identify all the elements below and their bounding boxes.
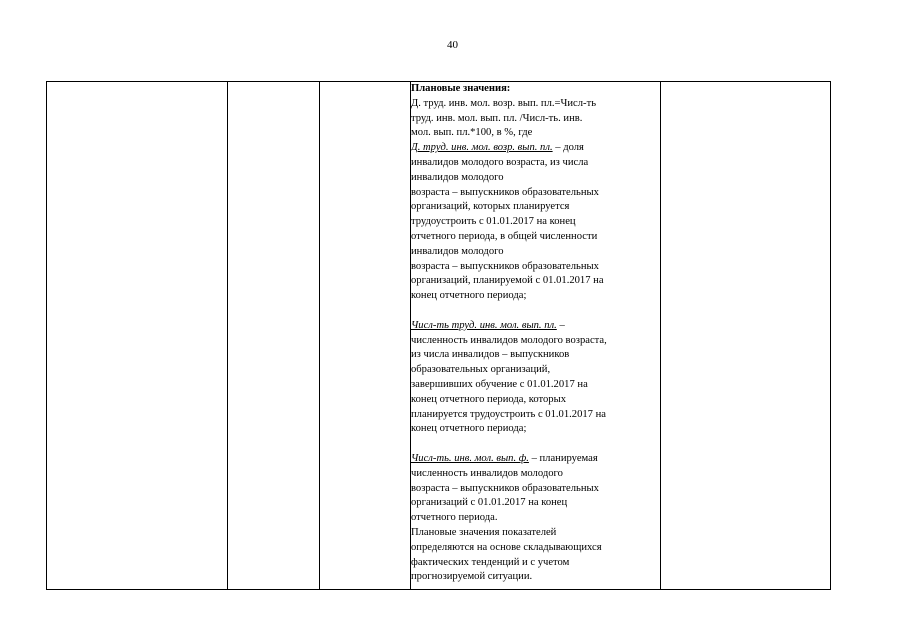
closing-line: фактических тенденций и с учетом (411, 556, 570, 568)
definition-line: трудоустроить с 01.01.2017 на конец (411, 216, 576, 228)
planned-values-text (411, 82, 660, 585)
formula-line: труд. инв. мол. вып. пл. /Числ-ть. инв. (411, 112, 583, 124)
definition-line: конец отчетного периода; (411, 290, 527, 302)
definition-line: численность инвалидов молодого возраста, (411, 334, 607, 346)
planned-values-cell (411, 82, 661, 590)
definition-term: Числ-ть. инв. мол. вып. ф. (411, 452, 529, 464)
definition-line: инвалидов молодого (411, 245, 504, 257)
definition-line: отчетного периода, в общей численности (411, 230, 598, 242)
definition-line: отчетного периода. (411, 512, 498, 524)
closing-line: прогнозируемой ситуации. (411, 571, 533, 583)
definition-line: образовательных организаций, (411, 364, 551, 376)
definition-text: – (556, 319, 565, 331)
definition-line: инвалидов молодого (411, 171, 504, 183)
closing-line: определяются на основе складывающихся (411, 541, 602, 553)
definition-line: конец отчетного периода, которых (411, 393, 567, 405)
formula-line: Д. труд. инв. мол. возр. вып. пл.=Числ-ть (411, 97, 597, 109)
definition-line: численность инвалидов молодого (411, 467, 563, 479)
formula-line: мол. вып. пл.*100, в %, где (411, 127, 533, 139)
table-row (47, 82, 831, 590)
definition-line: конец отчетного периода; (411, 423, 527, 435)
definition-line: возраста – выпускников образовательных (411, 482, 599, 494)
definition-text: – планируемая (528, 452, 598, 464)
document-table (46, 81, 831, 590)
page-number: 40 (447, 39, 458, 51)
closing-line: Плановые значения показателей (411, 526, 557, 538)
definition-line: организаций с 01.01.2017 на конец (411, 497, 568, 509)
definition-line: организаций, которых планируется (411, 201, 570, 213)
definition-text: – доля (552, 142, 584, 154)
definition-line: организаций, планируемой с 01.01.2017 на (411, 275, 604, 287)
definition-term: Числ-ть труд. инв. мол. вып. пл. (411, 319, 557, 331)
empty-cell-2 (228, 82, 320, 590)
definition-line (411, 319, 660, 334)
definition-line: завершивших обучение с 01.01.2017 на (411, 378, 588, 390)
definition-line: возраста – выпускников образовательных (411, 186, 599, 198)
definition-line (411, 452, 660, 467)
definition-line: инвалидов молодого возраста, из числа (411, 156, 589, 168)
empty-cell-1 (47, 82, 228, 590)
empty-cell-5 (661, 82, 831, 590)
paragraph-spacer (411, 437, 660, 452)
definition-line (411, 141, 660, 156)
empty-cell-3 (320, 82, 411, 590)
definition-line: из числа инвалидов – выпускников (411, 349, 570, 361)
planned-values-heading: Плановые значения: (411, 83, 511, 94)
definition-line: планируется трудоустроить с 01.01.2017 на (411, 408, 606, 420)
definition-line: возраста – выпускников образовательных (411, 260, 599, 272)
definition-term: Д. труд. инв. мол. возр. вып. пл. (411, 142, 553, 154)
paragraph-spacer (411, 304, 660, 319)
